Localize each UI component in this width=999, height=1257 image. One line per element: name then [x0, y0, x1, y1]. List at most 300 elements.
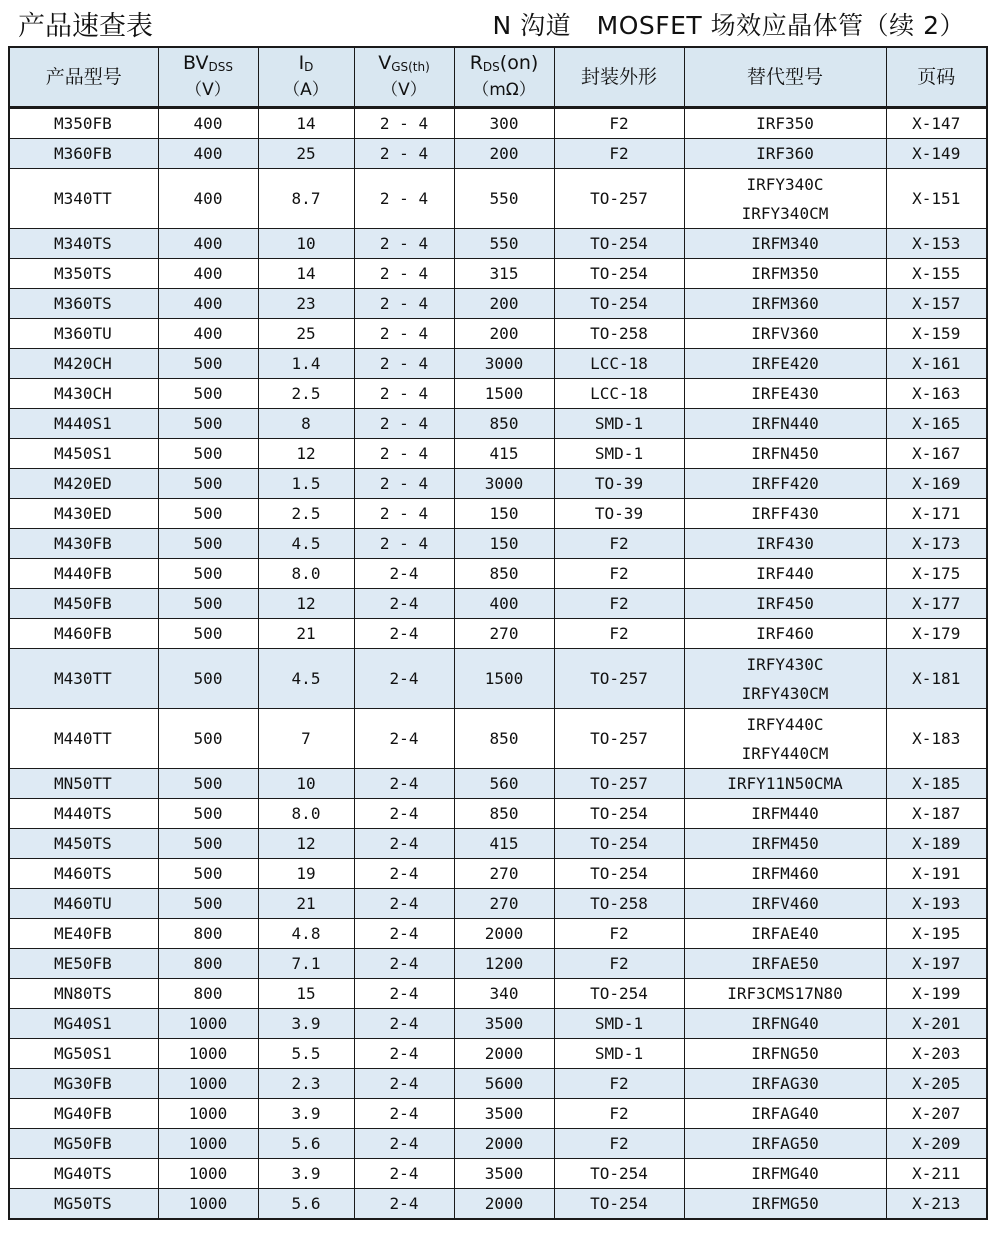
cell-package: TO-254: [554, 1189, 684, 1220]
table-row: [9, 529, 987, 559]
cell-rdson: 850: [454, 409, 554, 439]
page-header: [0, 0, 999, 44]
cell-vgsth: 2-4: [354, 589, 454, 619]
replacement-part-number: IRFY430C: [746, 654, 824, 674]
cell-page: X-207: [886, 1099, 987, 1129]
cell-rdson: 3500: [454, 1009, 554, 1039]
cell-package: SMD-1: [554, 439, 684, 469]
cell-page: X-195: [886, 919, 987, 949]
cell-replacement: [684, 349, 886, 379]
cell-model: MG30FB: [9, 1069, 158, 1099]
cell-vgsth: 2-4: [354, 1039, 454, 1069]
cell-id: 12: [258, 439, 354, 469]
cell-page: X-205: [886, 1069, 987, 1099]
replacement-part-number: IRFY440CM: [741, 743, 829, 763]
cell-vgsth: 2 - 4: [354, 259, 454, 289]
column-header-vgsth: $V_{GS(th)}$ （V）: [354, 47, 454, 108]
cell-bvdss: 1000: [158, 1129, 258, 1159]
table-row: [9, 108, 987, 139]
cell-model: M440S1: [9, 409, 158, 439]
table-row: [9, 229, 987, 259]
cell-bvdss: 500: [158, 529, 258, 559]
table-row: [9, 829, 987, 859]
cell-model: M440FB: [9, 559, 158, 589]
replacement-part-number: IRFF420: [751, 474, 819, 493]
cell-bvdss: 1000: [158, 1039, 258, 1069]
cell-vgsth: 2-4: [354, 769, 454, 799]
cell-package: TO-258: [554, 889, 684, 919]
cell-vgsth: 2 - 4: [354, 379, 454, 409]
cell-package: SMD-1: [554, 1009, 684, 1039]
cell-bvdss: 500: [158, 619, 258, 649]
cell-replacement: [684, 649, 886, 709]
cell-model: M360TS: [9, 289, 158, 319]
cell-vgsth: 2-4: [354, 919, 454, 949]
page-title: 产品速查表: [18, 11, 153, 42]
cell-bvdss: 800: [158, 979, 258, 1009]
replacement-part-number: IRFNG40: [751, 1014, 819, 1033]
table-row: [9, 169, 987, 229]
cell-package: TO-254: [554, 979, 684, 1009]
cell-rdson: 315: [454, 259, 554, 289]
table-row: [9, 439, 987, 469]
cell-rdson: 2000: [454, 1189, 554, 1220]
cell-id: 10: [258, 229, 354, 259]
cell-replacement: [684, 559, 886, 589]
table-row: [9, 349, 987, 379]
table-row: [9, 379, 987, 409]
table-row: [9, 709, 987, 769]
table-row: [9, 1159, 987, 1189]
cell-id: 2.3: [258, 1069, 354, 1099]
cell-replacement: [684, 469, 886, 499]
column-header-bvdss: $BV_{DSS}$ （V）: [158, 47, 258, 108]
replacement-part-number: IRFE420: [751, 354, 819, 373]
cell-vgsth: 2 - 4: [354, 169, 454, 229]
cell-bvdss: 500: [158, 799, 258, 829]
cell-id: 7.1: [258, 949, 354, 979]
cell-id: 2.5: [258, 379, 354, 409]
replacement-part-number: IRFY340C: [746, 174, 824, 194]
cell-model: M430CH: [9, 379, 158, 409]
cell-id: 15: [258, 979, 354, 1009]
cell-replacement: [684, 439, 886, 469]
replacement-part-number: IRFAE40: [751, 924, 819, 943]
cell-package: F2: [554, 619, 684, 649]
cell-package: TO-39: [554, 469, 684, 499]
cell-rdson: 850: [454, 559, 554, 589]
cell-rdson: 270: [454, 889, 554, 919]
table-header-row: [9, 47, 987, 108]
cell-rdson: 415: [454, 829, 554, 859]
cell-rdson: 550: [454, 169, 554, 229]
cell-rdson: 150: [454, 529, 554, 559]
cell-id: 21: [258, 619, 354, 649]
table-row: [9, 1189, 987, 1220]
cell-id: 8.0: [258, 559, 354, 589]
cell-package: F2: [554, 589, 684, 619]
cell-vgsth: 2-4: [354, 799, 454, 829]
cell-model: ME40FB: [9, 919, 158, 949]
cell-model: M450FB: [9, 589, 158, 619]
cell-model: MG50S1: [9, 1039, 158, 1069]
cell-rdson: 270: [454, 859, 554, 889]
cell-bvdss: 1000: [158, 1159, 258, 1189]
cell-page: X-173: [886, 529, 987, 559]
cell-vgsth: 2-4: [354, 1009, 454, 1039]
cell-package: F2: [554, 1129, 684, 1159]
replacement-part-number: IRFM440: [751, 804, 819, 823]
cell-page: X-185: [886, 769, 987, 799]
cell-page: X-153: [886, 229, 987, 259]
table-row: [9, 259, 987, 289]
table-row: [9, 1129, 987, 1159]
cell-page: X-163: [886, 379, 987, 409]
cell-id: 4.5: [258, 649, 354, 709]
cell-model: M350TS: [9, 259, 158, 289]
cell-page: X-175: [886, 559, 987, 589]
cell-vgsth: 2 - 4: [354, 289, 454, 319]
cell-replacement: [684, 1159, 886, 1189]
column-header-model: 产品型号: [9, 47, 158, 108]
cell-replacement: [684, 1099, 886, 1129]
table-row: [9, 589, 987, 619]
cell-vgsth: 2 - 4: [354, 409, 454, 439]
cell-page: X-213: [886, 1189, 987, 1220]
replacement-part-number: IRFM350: [751, 264, 819, 283]
replacement-part-number: IRF440: [756, 564, 814, 583]
cell-rdson: 2000: [454, 1129, 554, 1159]
cell-page: X-203: [886, 1039, 987, 1069]
table-row: [9, 499, 987, 529]
cell-rdson: 1200: [454, 949, 554, 979]
replacement-part-number: IRFAE50: [751, 954, 819, 973]
cell-vgsth: 2-4: [354, 859, 454, 889]
cell-bvdss: 500: [158, 859, 258, 889]
replacement-part-number: IRFM450: [751, 834, 819, 853]
cell-replacement: [684, 229, 886, 259]
cell-id: 12: [258, 829, 354, 859]
table-row: [9, 469, 987, 499]
cell-replacement: [684, 619, 886, 649]
cell-rdson: 200: [454, 139, 554, 169]
cell-rdson: 200: [454, 289, 554, 319]
cell-id: 3.9: [258, 1009, 354, 1039]
cell-page: X-201: [886, 1009, 987, 1039]
cell-model: M440TT: [9, 709, 158, 769]
cell-page: X-177: [886, 589, 987, 619]
cell-vgsth: 2 - 4: [354, 229, 454, 259]
cell-bvdss: 500: [158, 379, 258, 409]
cell-rdson: 3500: [454, 1159, 554, 1189]
cell-model: M450TS: [9, 829, 158, 859]
cell-replacement: [684, 499, 886, 529]
table-row: [9, 949, 987, 979]
cell-rdson: 2000: [454, 1039, 554, 1069]
cell-page: X-149: [886, 139, 987, 169]
cell-id: 5.6: [258, 1189, 354, 1220]
table-row: [9, 919, 987, 949]
cell-page: X-169: [886, 469, 987, 499]
replacement-part-number: IRFNG50: [751, 1044, 819, 1063]
replacement-part-number: IRFM360: [751, 294, 819, 313]
cell-package: TO-257: [554, 649, 684, 709]
cell-bvdss: 500: [158, 349, 258, 379]
cell-rdson: 3000: [454, 349, 554, 379]
cell-bvdss: 500: [158, 829, 258, 859]
replacement-part-number: IRF450: [756, 594, 814, 613]
cell-vgsth: 2 - 4: [354, 108, 454, 139]
cell-package: F2: [554, 1069, 684, 1099]
cell-rdson: 5600: [454, 1069, 554, 1099]
cell-model: MN80TS: [9, 979, 158, 1009]
cell-rdson: 400: [454, 589, 554, 619]
cell-vgsth: 2 - 4: [354, 319, 454, 349]
column-header-page: 页码: [886, 47, 987, 108]
table-body: [9, 108, 987, 1220]
cell-replacement: [684, 799, 886, 829]
cell-replacement: [684, 589, 886, 619]
cell-replacement: [684, 1009, 886, 1039]
cell-package: F2: [554, 919, 684, 949]
cell-vgsth: 2-4: [354, 1099, 454, 1129]
cell-page: X-199: [886, 979, 987, 1009]
cell-bvdss: 400: [158, 289, 258, 319]
cell-model: M450S1: [9, 439, 158, 469]
cell-replacement: [684, 829, 886, 859]
cell-vgsth: 2 - 4: [354, 349, 454, 379]
cell-page: X-151: [886, 169, 987, 229]
cell-rdson: 2000: [454, 919, 554, 949]
replacement-part-number: IRFY440C: [746, 714, 824, 734]
cell-model: M430FB: [9, 529, 158, 559]
cell-bvdss: 800: [158, 919, 258, 949]
cell-package: TO-254: [554, 1159, 684, 1189]
cell-bvdss: 400: [158, 259, 258, 289]
cell-replacement: [684, 919, 886, 949]
cell-id: 5.6: [258, 1129, 354, 1159]
cell-bvdss: 400: [158, 229, 258, 259]
cell-id: 8.0: [258, 799, 354, 829]
cell-rdson: 150: [454, 499, 554, 529]
replacement-part-number: IRF430: [756, 534, 814, 553]
cell-bvdss: 500: [158, 439, 258, 469]
cell-bvdss: 800: [158, 949, 258, 979]
cell-model: M340TT: [9, 169, 158, 229]
cell-rdson: 560: [454, 769, 554, 799]
cell-bvdss: 500: [158, 709, 258, 769]
replacement-part-number: IRFAG40: [751, 1104, 819, 1123]
cell-page: X-157: [886, 289, 987, 319]
table-row: [9, 289, 987, 319]
cell-replacement: [684, 139, 886, 169]
cell-rdson: 1500: [454, 649, 554, 709]
table-row: [9, 649, 987, 709]
cell-replacement: [684, 379, 886, 409]
cell-model: M430ED: [9, 499, 158, 529]
product-quick-reference-table: [8, 46, 988, 1220]
cell-bvdss: 1000: [158, 1099, 258, 1129]
replacement-part-number: IRFN450: [751, 444, 819, 463]
cell-package: F2: [554, 1099, 684, 1129]
cell-package: SMD-1: [554, 409, 684, 439]
cell-replacement: [684, 1129, 886, 1159]
cell-page: X-165: [886, 409, 987, 439]
cell-id: 12: [258, 589, 354, 619]
cell-page: X-197: [886, 949, 987, 979]
cell-bvdss: 500: [158, 409, 258, 439]
cell-vgsth: 2-4: [354, 1069, 454, 1099]
cell-package: TO-254: [554, 799, 684, 829]
cell-page: X-161: [886, 349, 987, 379]
cell-bvdss: 400: [158, 108, 258, 139]
cell-package: TO-258: [554, 319, 684, 349]
cell-vgsth: 2 - 4: [354, 439, 454, 469]
table-row: [9, 1039, 987, 1069]
cell-model: M460TU: [9, 889, 158, 919]
cell-model: M460TS: [9, 859, 158, 889]
cell-model: MN50TT: [9, 769, 158, 799]
cell-replacement: [684, 529, 886, 559]
cell-package: F2: [554, 559, 684, 589]
cell-model: MG50TS: [9, 1189, 158, 1220]
column-header-rdson: $R_{DS}(on)$ （mΩ）: [454, 47, 554, 108]
cell-replacement: [684, 259, 886, 289]
cell-package: TO-39: [554, 499, 684, 529]
cell-package: F2: [554, 139, 684, 169]
cell-replacement: [684, 169, 886, 229]
cell-replacement: [684, 1069, 886, 1099]
section-title: N 沟道 MOSFET 场效应晶体管（续 2）: [492, 11, 965, 40]
cell-package: TO-257: [554, 769, 684, 799]
cell-rdson: 415: [454, 439, 554, 469]
cell-rdson: 3000: [454, 469, 554, 499]
replacement-part-number: IRFAG50: [751, 1134, 819, 1153]
table-row: [9, 979, 987, 1009]
cell-page: X-167: [886, 439, 987, 469]
cell-model: M420ED: [9, 469, 158, 499]
cell-page: X-193: [886, 889, 987, 919]
cell-rdson: 270: [454, 619, 554, 649]
replacement-part-number: IRFY340CM: [741, 203, 829, 223]
cell-model: MG40FB: [9, 1099, 158, 1129]
cell-model: M350FB: [9, 108, 158, 139]
cell-vgsth: 2-4: [354, 619, 454, 649]
cell-id: 8.7: [258, 169, 354, 229]
cell-model: M440TS: [9, 799, 158, 829]
replacement-part-number: IRFV360: [751, 324, 819, 343]
cell-package: TO-254: [554, 859, 684, 889]
cell-bvdss: 500: [158, 649, 258, 709]
cell-replacement: [684, 859, 886, 889]
table-row: [9, 409, 987, 439]
cell-rdson: 300: [454, 108, 554, 139]
table-row: [9, 1009, 987, 1039]
cell-bvdss: 500: [158, 469, 258, 499]
cell-bvdss: 1000: [158, 1189, 258, 1220]
cell-package: TO-257: [554, 709, 684, 769]
cell-id: 4.5: [258, 529, 354, 559]
table-row: [9, 1099, 987, 1129]
cell-replacement: [684, 319, 886, 349]
cell-package: TO-254: [554, 229, 684, 259]
cell-model: M430TT: [9, 649, 158, 709]
cell-replacement: [684, 409, 886, 439]
cell-model: MG40S1: [9, 1009, 158, 1039]
table-row: [9, 139, 987, 169]
cell-package: LCC-18: [554, 349, 684, 379]
cell-bvdss: 1000: [158, 1069, 258, 1099]
table-row: [9, 559, 987, 589]
cell-bvdss: 500: [158, 589, 258, 619]
cell-replacement: [684, 709, 886, 769]
cell-page: X-181: [886, 649, 987, 709]
cell-rdson: 340: [454, 979, 554, 1009]
cell-package: F2: [554, 949, 684, 979]
cell-vgsth: 2 - 4: [354, 499, 454, 529]
cell-page: X-189: [886, 829, 987, 859]
replacement-part-number: IRFY11N50CMA: [727, 774, 843, 793]
cell-model: MG50FB: [9, 1129, 158, 1159]
cell-id: 2.5: [258, 499, 354, 529]
cell-replacement: [684, 979, 886, 1009]
cell-vgsth: 2 - 4: [354, 139, 454, 169]
replacement-part-number: IRFAG30: [751, 1074, 819, 1093]
cell-id: 14: [258, 259, 354, 289]
table-row: [9, 769, 987, 799]
cell-page: X-191: [886, 859, 987, 889]
cell-page: X-171: [886, 499, 987, 529]
cell-bvdss: 400: [158, 169, 258, 229]
cell-replacement: [684, 289, 886, 319]
cell-id: 8: [258, 409, 354, 439]
replacement-part-number: IRFM340: [751, 234, 819, 253]
replacement-part-number: IRF3CMS17N80: [727, 984, 843, 1003]
cell-vgsth: 2-4: [354, 889, 454, 919]
cell-id: 21: [258, 889, 354, 919]
replacement-part-number: IRFF430: [751, 504, 819, 523]
table-row: [9, 619, 987, 649]
cell-replacement: [684, 1189, 886, 1220]
cell-package: F2: [554, 108, 684, 139]
replacement-part-number: IRFV460: [751, 894, 819, 913]
cell-package: LCC-18: [554, 379, 684, 409]
cell-package: TO-254: [554, 289, 684, 319]
cell-package: SMD-1: [554, 1039, 684, 1069]
replacement-part-number: IRF350: [756, 114, 814, 133]
cell-vgsth: 2-4: [354, 949, 454, 979]
cell-model: M360TU: [9, 319, 158, 349]
table-row: [9, 319, 987, 349]
replacement-part-number: IRFY430CM: [741, 683, 829, 703]
cell-bvdss: 500: [158, 559, 258, 589]
table-row: [9, 1069, 987, 1099]
cell-bvdss: 400: [158, 319, 258, 349]
cell-model: M340TS: [9, 229, 158, 259]
cell-page: X-179: [886, 619, 987, 649]
cell-vgsth: 2 - 4: [354, 469, 454, 499]
cell-package: F2: [554, 529, 684, 559]
cell-vgsth: 2-4: [354, 559, 454, 589]
cell-vgsth: 2-4: [354, 1129, 454, 1159]
cell-vgsth: 2-4: [354, 649, 454, 709]
cell-bvdss: 500: [158, 889, 258, 919]
cell-model: MG40TS: [9, 1159, 158, 1189]
replacement-part-number: IRFM460: [751, 864, 819, 883]
cell-id: 7: [258, 709, 354, 769]
cell-id: 1.5: [258, 469, 354, 499]
replacement-part-number: IRFE430: [751, 384, 819, 403]
